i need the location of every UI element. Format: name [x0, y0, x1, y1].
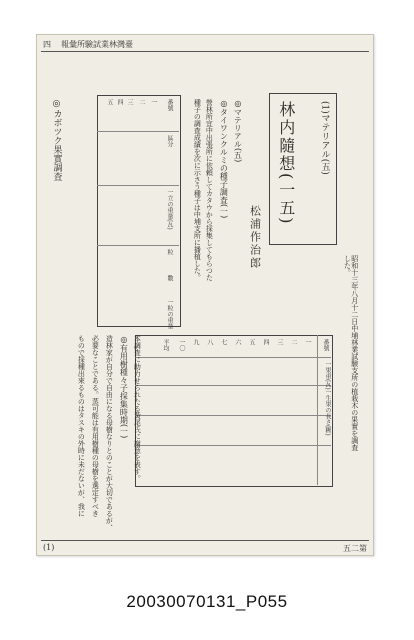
fruit-table-line — [135, 445, 331, 446]
seed-table-line — [97, 245, 179, 246]
fruit-table-line — [135, 415, 331, 416]
section1-body-2: 種子の調査成績を次に示さう種子は中埔支所に播植した。 — [193, 99, 202, 281]
fruit-table-row: 三 — [276, 339, 283, 345]
seed-table-row: 三 — [126, 99, 133, 105]
seed-table-header-weight: 一立の重量(瓦) — [166, 189, 173, 230]
section1-body-1: 營林所宜中出張所に依頼してカタウから採集してもらつた — [205, 99, 214, 281]
footer-right: 五二第 — [343, 544, 367, 553]
fruit-table-row: 四 — [262, 339, 269, 345]
fruit-table-row: 五 — [248, 339, 255, 345]
seed-table-header-count2: 數 — [166, 275, 173, 281]
fruit-table-rowlabel: 一生果の長さ(糎) — [324, 389, 331, 436]
fruit-table-rowlabel: 一果重(瓦) — [324, 361, 331, 390]
seed-table-line — [97, 131, 179, 132]
footer-left: (1) — [43, 543, 55, 552]
seed-table-row: 四 — [116, 99, 123, 105]
author: 松浦作治郎 — [248, 205, 262, 270]
fruit-table-row: 二 — [290, 339, 297, 345]
section3-body-2: 造林家が自分で自由になる母樹なりとのことが大切であるが、 — [105, 335, 114, 531]
fruit-table-row: 七 — [220, 339, 227, 345]
section1-subheading: ◎タイワンクルミの種子調査(一) — [219, 99, 229, 219]
fruit-table-row: 六 — [234, 339, 241, 345]
page-number: 四 — [43, 40, 51, 49]
fruit-table-col — [317, 335, 318, 485]
seed-table-line — [97, 185, 179, 186]
seed-table-row: 一 — [150, 99, 157, 105]
fruit-table-header: 番號 — [322, 339, 329, 351]
section3-heading: ◎有用樹種々子採集時期(一) — [119, 335, 129, 439]
seed-table-header-unit: 一粒の重量 — [166, 299, 173, 329]
fruit-table-row: 九 — [192, 339, 199, 345]
section2-heading: ◎カボツク果實調査 — [51, 99, 62, 181]
fruit-table-line — [135, 357, 331, 358]
header-rule — [41, 51, 369, 52]
section1-heading: ◎マテリアル(五) — [233, 99, 243, 163]
seed-table-header-kubun: 區分 — [166, 135, 173, 147]
footer-rule — [41, 540, 369, 541]
seed-table-header-count1: 粒 — [166, 249, 173, 255]
seed-table-row: 五 — [106, 99, 113, 105]
fruit-table-line — [135, 385, 331, 386]
article-title: 林内隨想(一五) — [276, 101, 296, 226]
section3-body-3: 必要なことである。蒸可能は有用樹種の母樹を選定すべき — [91, 335, 100, 517]
seed-table-header-no: 番號 — [166, 99, 173, 111]
seed-table-row: 二 — [138, 99, 145, 105]
fruit-table-row: 一〇 — [178, 339, 185, 351]
section3-body-4: もので採種出來るものはタスキの外時に未だないが、我に — [77, 335, 86, 517]
image-caption: 20030070131_P055 — [126, 592, 288, 611]
running-title: 報彙所驗試業林灣臺 — [61, 40, 133, 49]
fruit-table-row: 八 — [206, 339, 213, 345]
fruit-table-row: 一 — [304, 339, 311, 345]
section3-body-1: 本調査に助力せられたる黃尾氏に謝意を表す。 — [133, 335, 142, 482]
intro-text: 昭和十三年八月十二日中埔林業試驗支所の植栽木の果實を調査した。 — [343, 255, 359, 451]
fruit-table-row: 平均 — [162, 339, 169, 351]
column-label: (1)マテリアル(五) — [319, 101, 330, 175]
document-page — [36, 34, 374, 556]
